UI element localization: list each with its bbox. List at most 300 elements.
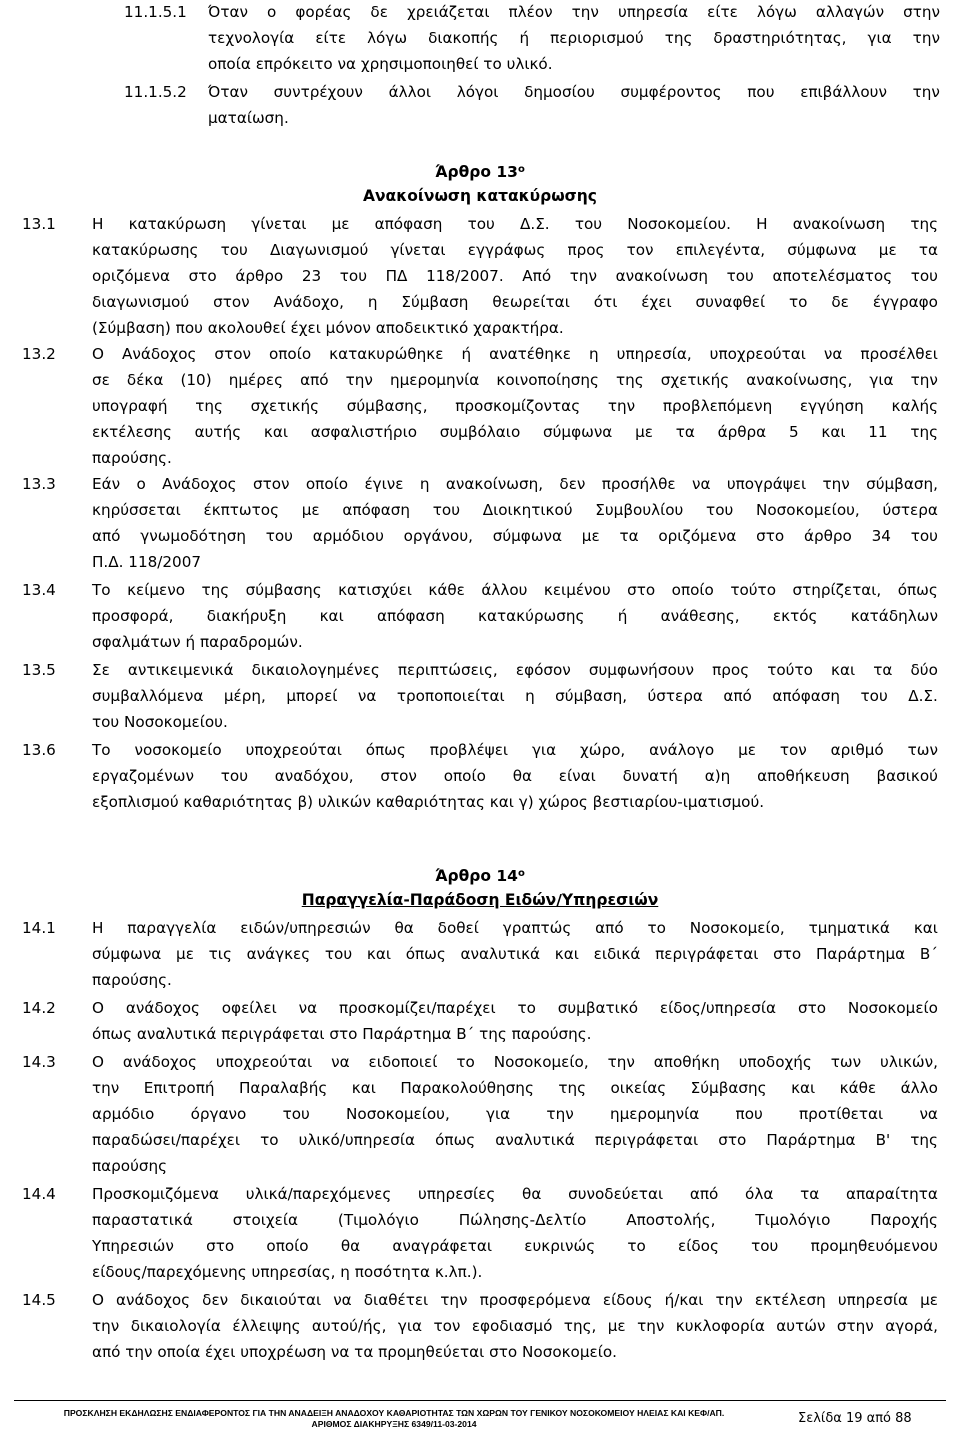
word: Νοσοκομείου, bbox=[346, 1105, 450, 1123]
word: σύμφωνα bbox=[492, 527, 563, 545]
paragraph-line bbox=[92, 212, 938, 236]
word: εγγράφως bbox=[467, 241, 546, 259]
word: η bbox=[589, 345, 599, 363]
word: Το bbox=[92, 741, 111, 759]
paragraph-line bbox=[92, 342, 938, 366]
paragraph-line bbox=[92, 238, 938, 262]
paragraph-line bbox=[92, 264, 938, 288]
word: αναλυτικά bbox=[495, 1131, 575, 1149]
word: του bbox=[574, 215, 603, 233]
word: Ανάδοχος bbox=[162, 475, 237, 493]
word: την bbox=[92, 1079, 120, 1097]
word: χρειάζεται bbox=[406, 3, 490, 21]
word: από bbox=[92, 527, 121, 545]
word: Νοσοκομείο bbox=[847, 999, 938, 1017]
word: γραπτώς bbox=[502, 919, 572, 937]
word: κειμένου bbox=[543, 581, 611, 599]
paragraph-line bbox=[92, 942, 938, 966]
word: προβλέψει bbox=[429, 741, 509, 759]
word: το bbox=[789, 293, 808, 311]
word: και bbox=[366, 945, 391, 963]
word: οποίο bbox=[443, 767, 486, 785]
word: οφείλει bbox=[221, 999, 277, 1017]
word: Ο bbox=[92, 345, 104, 363]
word: άλλου bbox=[481, 581, 528, 599]
word: στον bbox=[380, 767, 417, 785]
paragraph-line bbox=[92, 1234, 938, 1258]
word: την bbox=[607, 1053, 635, 1071]
item-number: 14.2 bbox=[22, 999, 56, 1017]
word: ημέρες bbox=[228, 371, 283, 389]
word: σύμβαση, bbox=[866, 475, 938, 493]
word: νοσοκομείο bbox=[134, 741, 222, 759]
word: συμβατικό bbox=[557, 999, 639, 1017]
article-subtitle-text: Παραγγελία-Παράδοση Ειδών/Υπηρεσιών bbox=[301, 891, 659, 909]
word: σε bbox=[92, 371, 110, 389]
word: ύστερα bbox=[647, 687, 703, 705]
word: περιορισμού bbox=[550, 29, 644, 47]
word: τον bbox=[779, 741, 807, 759]
paragraph-line bbox=[92, 1288, 938, 1312]
word: ή bbox=[461, 345, 472, 363]
word: ή bbox=[519, 29, 530, 47]
word: Όταν bbox=[208, 83, 248, 101]
word: του bbox=[220, 241, 248, 259]
word: Διαγωνισμού bbox=[270, 241, 369, 259]
word: του bbox=[860, 687, 888, 705]
word: τα bbox=[675, 423, 695, 441]
word: και bbox=[319, 607, 344, 625]
item-number: 13.6 bbox=[22, 741, 56, 759]
word: περιγράφεται bbox=[594, 1131, 699, 1149]
word: δικαιολογία bbox=[130, 1317, 221, 1335]
word: έκπτωτος bbox=[203, 501, 279, 519]
word: την bbox=[345, 371, 373, 389]
word: άρθρα bbox=[717, 423, 767, 441]
word: απόφαση bbox=[342, 501, 411, 519]
word: στο bbox=[627, 581, 656, 599]
word: οριζόμενα bbox=[658, 527, 737, 545]
word: στον bbox=[214, 345, 251, 363]
word: προσφερόμενα bbox=[479, 1291, 591, 1309]
word: την bbox=[607, 397, 636, 415]
word: κάθε bbox=[428, 581, 465, 599]
word: το bbox=[517, 999, 536, 1017]
word: Διοικητικού bbox=[482, 501, 573, 519]
word: όπως bbox=[435, 1131, 476, 1149]
word: λόγω bbox=[367, 29, 408, 47]
word: Ανάδοχο, bbox=[273, 293, 344, 311]
word: χώρο, bbox=[579, 741, 626, 759]
word: η bbox=[525, 687, 535, 705]
article-title-suffix: ο bbox=[517, 164, 525, 175]
word: αυτών bbox=[776, 1317, 826, 1335]
word: με bbox=[920, 1291, 938, 1309]
word: με bbox=[176, 945, 194, 963]
word: γίνεται bbox=[390, 241, 446, 259]
word: ευκρινώς bbox=[524, 1237, 596, 1255]
word: του bbox=[339, 267, 368, 285]
word: ανακοίνωση bbox=[615, 267, 708, 285]
word: Νοσοκομείο, bbox=[689, 919, 785, 937]
word: να bbox=[357, 687, 377, 705]
item-number: 14.3 bbox=[22, 1053, 56, 1071]
word: τροποποιείται bbox=[396, 687, 505, 705]
word: ο bbox=[136, 475, 146, 493]
word: στο bbox=[206, 1237, 235, 1255]
word: στον bbox=[252, 475, 290, 493]
word: της bbox=[664, 29, 693, 47]
word: προσκομίζει/παρέχει bbox=[338, 999, 496, 1017]
word: μέρη, bbox=[223, 687, 266, 705]
word: η bbox=[419, 475, 430, 493]
word: του bbox=[220, 767, 248, 785]
word: 23 bbox=[301, 267, 322, 285]
word: υπηρεσίες bbox=[418, 1185, 496, 1203]
word: τον bbox=[626, 241, 654, 259]
paragraph-line: από την οποία έχει υποχρέωση να τα προμηθεύεται στο Νοσοκομείο. bbox=[92, 1343, 617, 1361]
word: την bbox=[637, 1317, 665, 1335]
word: αναλυτικά bbox=[460, 945, 541, 963]
word: προσέλθει bbox=[860, 345, 938, 363]
word: είτε bbox=[315, 29, 347, 47]
word: Συμβουλίου bbox=[595, 501, 684, 519]
paragraph-line bbox=[92, 1128, 938, 1152]
paragraph-line bbox=[92, 1102, 938, 1126]
word: ανακοίνωση bbox=[792, 215, 886, 233]
word: Σύμβασης bbox=[690, 1079, 767, 1097]
word: είναι bbox=[558, 767, 596, 785]
word: υλικά/παρεχόμενες bbox=[245, 1185, 392, 1203]
word: πλέον bbox=[508, 3, 553, 21]
word: ειδοποιεί bbox=[368, 1053, 438, 1071]
word: κείμενο bbox=[127, 581, 186, 599]
word: ανάδοχος bbox=[116, 1291, 191, 1309]
word: Επιτροπή bbox=[143, 1079, 215, 1097]
word: υπηρεσία, bbox=[616, 345, 692, 363]
word: υποδοχής bbox=[738, 1053, 812, 1071]
word: υλικών, bbox=[880, 1053, 938, 1071]
word: για bbox=[867, 29, 892, 47]
word: καλής bbox=[891, 397, 938, 415]
word: Παρακολούθησης bbox=[400, 1079, 534, 1097]
word: θα bbox=[394, 919, 414, 937]
paragraph-line bbox=[92, 1208, 938, 1232]
word: δεν bbox=[202, 1291, 229, 1309]
word: σχετικής bbox=[660, 371, 730, 389]
paragraph-line bbox=[92, 524, 938, 548]
word: Αποστολής, bbox=[626, 1211, 716, 1229]
word: να bbox=[691, 475, 711, 493]
word: εφόσον bbox=[515, 661, 571, 679]
word: και bbox=[554, 945, 579, 963]
word: Δ.Σ. bbox=[908, 687, 938, 705]
paragraph-line: του Νοσοκομείου. bbox=[92, 713, 228, 731]
word: όπως bbox=[365, 741, 406, 759]
word: υποχρεούται bbox=[245, 741, 342, 759]
word: είδους bbox=[602, 1291, 653, 1309]
word: διακοπής bbox=[428, 29, 499, 47]
word: με bbox=[878, 241, 897, 259]
word: ότι bbox=[593, 293, 618, 311]
word: προς bbox=[712, 661, 750, 679]
paragraph-line: (Σύμβαση) που ακολουθεί έχει μόνον αποδεικτικό χαρακτήρα. bbox=[92, 319, 564, 337]
paragraph-line: ματαίωση. bbox=[208, 109, 289, 127]
word: από bbox=[689, 1185, 719, 1203]
paragraph-line bbox=[92, 578, 938, 602]
word: αγορά, bbox=[885, 1317, 938, 1335]
paragraph-line bbox=[92, 738, 938, 762]
word: Εάν bbox=[92, 475, 121, 493]
footer-reference: ΑΡΙΘΜΟΣ ΔΙΑΚΗΡΥΞΗΣ 6349/11-03-2014 bbox=[311, 1419, 477, 1429]
word: συντρέχουν bbox=[273, 83, 363, 101]
word: κηρύσσεται bbox=[92, 501, 181, 519]
word: της bbox=[910, 215, 938, 233]
word: και bbox=[351, 1079, 376, 1097]
word: των bbox=[830, 1053, 862, 1071]
word: Από bbox=[522, 267, 552, 285]
word: να bbox=[331, 1053, 350, 1071]
paragraph-line bbox=[92, 1314, 938, 1338]
word: στο bbox=[718, 1131, 747, 1149]
word: όπως bbox=[405, 945, 446, 963]
word: της bbox=[616, 371, 644, 389]
word: την bbox=[912, 83, 940, 101]
paragraph-line: οποία επρόκειτο να χρησιμοποιηθεί το υλικό. bbox=[208, 55, 553, 73]
paragraph-line bbox=[92, 472, 938, 496]
word: επιβάλλουν bbox=[800, 83, 887, 101]
word: ανάδοχος bbox=[122, 1053, 197, 1071]
word: προσήλθε bbox=[601, 475, 676, 493]
word: ανάδοχος bbox=[125, 999, 200, 1017]
word: Παράρτημα bbox=[766, 1131, 856, 1149]
word: τεχνολογία bbox=[208, 29, 295, 47]
word: του bbox=[751, 1237, 779, 1255]
word: Υπηρεσιών bbox=[92, 1237, 174, 1255]
word: για bbox=[486, 1105, 511, 1123]
word: προσφορά, bbox=[92, 607, 174, 625]
item-number: 14.4 bbox=[22, 1185, 56, 1203]
word: άλλοι bbox=[388, 83, 432, 101]
word: Νοσοκομείο, bbox=[493, 1053, 589, 1071]
word: Δ.Σ. bbox=[519, 215, 550, 233]
word: δέκα bbox=[126, 371, 164, 389]
word: συμφέροντος bbox=[620, 83, 722, 101]
word: της bbox=[558, 1079, 587, 1097]
word: αποθήκη bbox=[653, 1053, 720, 1071]
word: οικείας bbox=[610, 1079, 667, 1097]
word: τον bbox=[433, 1317, 461, 1335]
word: α)η bbox=[704, 767, 731, 785]
word: αποτελέσματος bbox=[772, 267, 893, 285]
word: ο bbox=[267, 3, 277, 21]
word: σύμφωνα bbox=[92, 945, 162, 963]
word: του bbox=[726, 267, 754, 285]
word: εφοδιασμό bbox=[471, 1317, 553, 1335]
word: θα bbox=[522, 1185, 542, 1203]
word: και bbox=[263, 423, 288, 441]
word: προς bbox=[567, 241, 605, 259]
word: Ο bbox=[92, 1291, 104, 1309]
word: σύμβασης bbox=[245, 581, 322, 599]
word: του bbox=[910, 267, 938, 285]
word: του bbox=[432, 501, 460, 519]
word: τούτο bbox=[730, 581, 776, 599]
word: 34 bbox=[871, 527, 891, 545]
word: στο bbox=[188, 267, 217, 285]
word: Ανάδοχος bbox=[121, 345, 197, 363]
word: ανάλογο bbox=[649, 741, 715, 759]
paragraph-line bbox=[92, 368, 938, 392]
word: Νοσοκομείου, bbox=[756, 501, 860, 519]
paragraph-line bbox=[92, 498, 938, 522]
paragraph-line bbox=[92, 658, 938, 682]
word: προσκομίζοντας bbox=[455, 397, 581, 415]
word: στο bbox=[773, 945, 802, 963]
word: Η bbox=[92, 215, 104, 233]
word: Β' bbox=[875, 1131, 891, 1149]
word: από bbox=[723, 687, 752, 705]
word: την bbox=[546, 1105, 574, 1123]
word: ανατέθηκε bbox=[489, 345, 572, 363]
paragraph-line: παρούσης bbox=[92, 1157, 168, 1175]
word: του bbox=[324, 945, 353, 963]
word: των bbox=[907, 741, 938, 759]
word: κατακύρωσης bbox=[92, 241, 199, 259]
word: οποίο bbox=[671, 581, 714, 599]
word: θα bbox=[512, 767, 532, 785]
word: την bbox=[569, 267, 598, 285]
word: Β΄ bbox=[919, 945, 938, 963]
word: κατακυρώθηκε bbox=[329, 345, 444, 363]
word: (Τιμολόγιο bbox=[337, 1211, 419, 1229]
word: υπογράψει bbox=[726, 475, 807, 493]
word: είδος bbox=[678, 1237, 719, 1255]
word: τις bbox=[208, 945, 232, 963]
word: θεωρείται bbox=[492, 293, 570, 311]
word: εγγύηση bbox=[799, 397, 864, 415]
word: οποίο bbox=[266, 1237, 309, 1255]
word: κυκλοφορία bbox=[675, 1317, 765, 1335]
word: ή/και bbox=[664, 1291, 704, 1309]
word: 118/2007. bbox=[426, 267, 504, 285]
word: με bbox=[607, 1317, 626, 1335]
word: περιπτώσεις, bbox=[397, 661, 498, 679]
word: Σύμβαση bbox=[401, 293, 469, 311]
word: είτε bbox=[707, 3, 738, 21]
word: ύστερα bbox=[882, 501, 938, 519]
paragraph-line bbox=[92, 1076, 938, 1100]
word: ημερομηνία bbox=[609, 1105, 700, 1123]
footer-document-info bbox=[14, 1408, 774, 1430]
word: ειδικά bbox=[593, 945, 641, 963]
item-number: 11.1.5.1 bbox=[124, 3, 187, 21]
item-number: 13.3 bbox=[22, 475, 56, 493]
word: στοιχεία bbox=[232, 1211, 299, 1229]
paragraph-line: Π.Δ. 118/2007 bbox=[92, 553, 202, 571]
paragraph-line bbox=[208, 26, 940, 50]
word: δε bbox=[370, 3, 388, 21]
paragraph-line: είδους/παρεχόμενης υπηρεσίας, η ποσότητα κ.λπ.). bbox=[92, 1263, 483, 1281]
word: για bbox=[531, 741, 557, 759]
word: λόγω bbox=[756, 3, 797, 21]
word: Η bbox=[92, 919, 104, 937]
word: έγγραφο bbox=[872, 293, 938, 311]
item-number: 13.5 bbox=[22, 661, 56, 679]
word: όργανο bbox=[190, 1105, 247, 1123]
word: αυτού/ής, bbox=[311, 1317, 387, 1335]
word: με bbox=[581, 527, 600, 545]
word: στην bbox=[836, 1317, 874, 1335]
word: παραστατικά bbox=[92, 1211, 193, 1229]
word: για bbox=[397, 1317, 423, 1335]
word: εργαζομένων bbox=[92, 767, 194, 785]
paragraph-line bbox=[208, 0, 940, 24]
word: υπηρεσία bbox=[837, 1291, 909, 1309]
word: Ο bbox=[92, 999, 104, 1017]
word: ανάγκες bbox=[246, 945, 311, 963]
word: ανάθεσης, bbox=[660, 607, 740, 625]
word: θα bbox=[340, 1237, 361, 1255]
word: δικαιολογημένες bbox=[251, 661, 380, 679]
word: γνωμοδότηση bbox=[140, 527, 246, 545]
paragraph-line bbox=[92, 916, 938, 940]
word: παραγγελία bbox=[127, 919, 217, 937]
word: συμφωνήσουν bbox=[588, 661, 695, 679]
word: διαθέτει bbox=[363, 1291, 429, 1309]
word: αναδόχου, bbox=[274, 767, 354, 785]
word: κάθε bbox=[839, 1079, 877, 1097]
word: τα bbox=[873, 661, 893, 679]
word: της bbox=[910, 1131, 938, 1149]
word: παραδώσει/παρέχει bbox=[92, 1131, 241, 1149]
word: με bbox=[635, 423, 653, 441]
word: γίνεται bbox=[251, 215, 307, 233]
article-14-title bbox=[0, 862, 960, 888]
paragraph-line bbox=[92, 394, 938, 418]
word: απόφαση bbox=[377, 607, 445, 625]
word: δικαιούται bbox=[240, 1291, 322, 1309]
footer-title: ΠΡΟΣΚΛΗΣΗ ΕΚΔΗΛΩΣΗΣ ΕΝΔΙΑΦΕΡΟΝΤΟΣ ΓΙΑ ΤΗΝ ΑΝΑΔΕΙΞΗ ΑΝΑΔΟΧΟΥ ΚΑΘΑΡΙΟΤΗΤΑΣ ΤΩΝ ΧΩΡΩΝ ΤΟΥ ΓΕΝΙΚΟΥ ΝΟΣΟΚΟΜΕΙΟΥ ΗΛΕΙΑΣ ΚΑΙ ΚΕΦ/ΑΠ. bbox=[63, 1408, 725, 1418]
word: στο bbox=[797, 999, 826, 1017]
word: της bbox=[195, 397, 223, 415]
word: να bbox=[823, 345, 843, 363]
footer-divider bbox=[14, 1400, 946, 1401]
word: δύο bbox=[910, 661, 938, 679]
word: που bbox=[747, 83, 775, 101]
word: στην bbox=[903, 3, 940, 21]
word: Παραλαβής bbox=[238, 1079, 328, 1097]
item-number: 14.5 bbox=[22, 1291, 56, 1309]
word: άρθρο bbox=[803, 527, 852, 545]
word: την bbox=[912, 29, 940, 47]
word: σύμφωνα bbox=[787, 241, 857, 259]
word: της bbox=[201, 581, 230, 599]
word: υλικό/υπηρεσία bbox=[298, 1131, 416, 1149]
word: και bbox=[791, 1079, 816, 1097]
word: άλλο bbox=[900, 1079, 938, 1097]
word: με bbox=[738, 741, 756, 759]
word: αναγράφεται bbox=[392, 1237, 493, 1255]
word: λόγοι bbox=[456, 83, 499, 101]
article-title-text: Άρθρο 14 bbox=[435, 867, 518, 885]
word: τμηματικά bbox=[808, 919, 890, 937]
paragraph-line bbox=[92, 764, 938, 788]
word: επιλεγέντα, bbox=[675, 241, 766, 259]
word: οργάνου, bbox=[403, 527, 473, 545]
word: της bbox=[910, 423, 938, 441]
word: όπως bbox=[897, 581, 938, 599]
